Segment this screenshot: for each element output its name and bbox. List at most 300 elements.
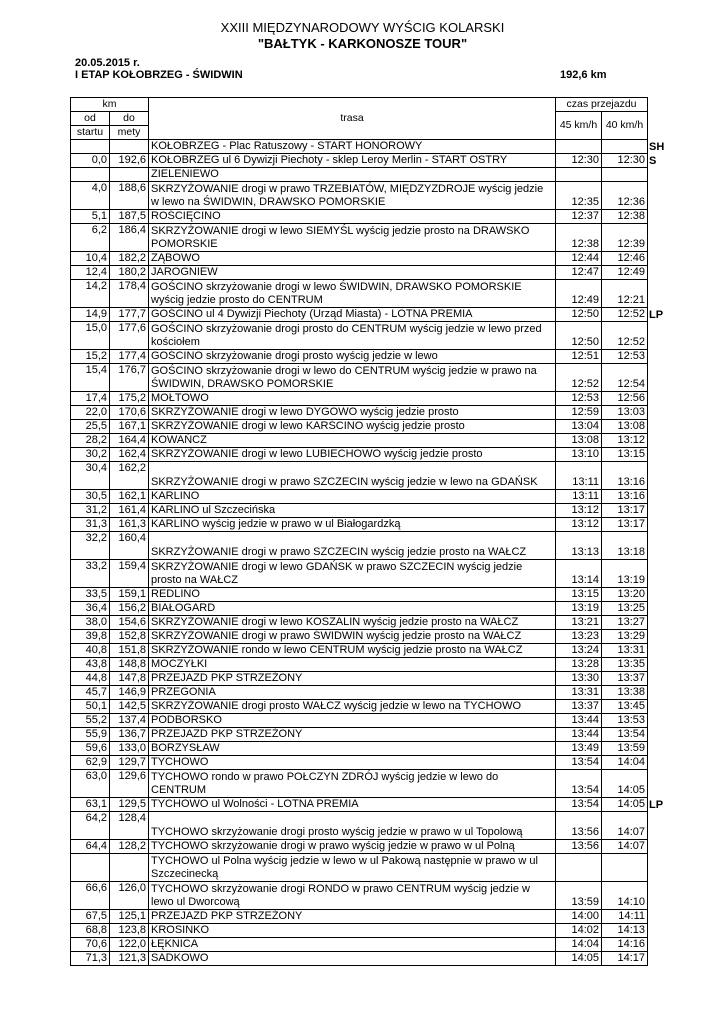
row-flag <box>648 350 672 364</box>
table-row <box>71 686 672 700</box>
route-description: KOŁOBRZEG - Plac Ratuszowy - START HONOROWY <box>149 140 556 154</box>
table-row <box>71 392 672 406</box>
table-row <box>71 140 672 154</box>
route-description: PODBORSKO <box>149 714 556 728</box>
time-40kmh: 13:03 <box>602 406 648 420</box>
table-row <box>71 406 672 420</box>
time-45kmh: 13:11 <box>556 490 602 504</box>
route-description: REDLINO <box>149 588 556 602</box>
km-from-start: 33,5 <box>71 588 110 602</box>
time-45kmh: 12:30 <box>556 154 602 168</box>
km-from-start: 10,4 <box>71 252 110 266</box>
km-from-start <box>71 854 110 882</box>
route-description: SADKOWO <box>149 952 556 966</box>
row-flag <box>648 420 672 434</box>
row-flag <box>648 560 672 588</box>
time-40kmh: 12:30 <box>602 154 648 168</box>
time-40kmh: 12:52 <box>602 322 648 350</box>
table-row <box>71 910 672 924</box>
route-description: KOWAŃCZ <box>149 434 556 448</box>
table-row <box>71 672 672 686</box>
time-40kmh: 12:53 <box>602 350 648 364</box>
row-flag <box>648 672 672 686</box>
time-40kmh: 12:46 <box>602 252 648 266</box>
km-from-start: 64,4 <box>71 840 110 854</box>
row-flag: SH <box>649 140 665 153</box>
route-description: SKRZYŻOWANIE drogi w lewo LUBIECHOWO wyścig jedzie prosto <box>149 448 556 462</box>
km-from-start: 55,9 <box>71 728 110 742</box>
row-flag <box>648 700 672 714</box>
route-description: ZIELENIEWO <box>149 168 556 182</box>
header-speed-45: 45 km/h <box>556 112 602 140</box>
table-row <box>71 490 672 504</box>
row-flag <box>648 938 672 952</box>
km-from-start <box>71 140 110 154</box>
km-from-start: 32,2 <box>71 532 110 560</box>
route-description: KARLINO ul Szczecińska <box>149 504 556 518</box>
row-flag <box>648 742 672 756</box>
time-40kmh: 13:59 <box>602 742 648 756</box>
time-45kmh: 13:21 <box>556 616 602 630</box>
route-description: TYCHOWO skrzyżowanie drogi w prawo wyścig jedzie w prawo w ul Polną <box>149 840 556 854</box>
row-flag <box>648 686 672 700</box>
km-to-finish: 161,3 <box>110 518 149 532</box>
row-flag <box>648 168 672 182</box>
km-from-start: 30,2 <box>71 448 110 462</box>
route-description: JAROGNIEW <box>149 266 556 280</box>
time-45kmh: 12:37 <box>556 210 602 224</box>
km-from-start: 15,2 <box>71 350 110 364</box>
time-45kmh: 13:13 <box>556 532 602 560</box>
km-to-finish: 121,3 <box>110 952 149 966</box>
time-40kmh: 13:53 <box>602 714 648 728</box>
row-flag <box>648 406 672 420</box>
km-from-start: 14,9 <box>71 308 110 322</box>
time-40kmh: 13:27 <box>602 616 648 630</box>
row-flag: LP <box>649 308 664 321</box>
route-description: BORZYSŁAW <box>149 742 556 756</box>
time-45kmh: 12:51 <box>556 350 602 364</box>
time-45kmh: 12:53 <box>556 392 602 406</box>
km-from-start <box>71 168 110 182</box>
km-to-finish: 148,8 <box>110 658 149 672</box>
km-to-finish: 156,2 <box>110 602 149 616</box>
time-40kmh: 14:05 <box>602 770 648 798</box>
row-flag <box>648 658 672 672</box>
time-45kmh: 13:12 <box>556 504 602 518</box>
route-description: TYCHOWO skrzyżowanie drogi RONDO w prawo CENTRUM wyścig jedzie w lewo ul Dworcową <box>149 882 556 910</box>
time-40kmh: 13:16 <box>602 490 648 504</box>
km-to-finish: 178,4 <box>110 280 149 308</box>
header-km: km <box>71 98 149 112</box>
time-45kmh: 14:02 <box>556 924 602 938</box>
row-flag <box>648 630 672 644</box>
time-45kmh: 13:12 <box>556 518 602 532</box>
time-45kmh: 13:54 <box>556 798 602 812</box>
time-45kmh: 13:54 <box>556 756 602 770</box>
time-40kmh: 12:21 <box>602 280 648 308</box>
km-to-finish: 187,5 <box>110 210 149 224</box>
km-from-start: 6,2 <box>71 224 110 252</box>
row-flag <box>648 756 672 770</box>
time-45kmh: 13:08 <box>556 434 602 448</box>
time-40kmh: 14:07 <box>602 812 648 840</box>
time-45kmh: 14:04 <box>556 938 602 952</box>
route-description: SKRZYŻOWANIE drogi w prawo ŚWIDWIN wyścig jedzie prosto na WAŁCZ <box>149 630 556 644</box>
table-row <box>71 700 672 714</box>
row-flag <box>648 224 672 252</box>
row-flag <box>648 952 672 966</box>
time-45kmh: 13:10 <box>556 448 602 462</box>
route-description: TYCHOWO skrzyżowanie drogi prosto wyścig jedzie w prawo w ul Topolową <box>149 812 556 840</box>
time-45kmh: 13:15 <box>556 588 602 602</box>
row-flag <box>648 518 672 532</box>
row-flag <box>648 280 672 308</box>
time-40kmh: 13:16 <box>602 462 648 490</box>
table-row <box>71 756 672 770</box>
km-from-start: 63,1 <box>71 798 110 812</box>
time-40kmh: 13:25 <box>602 602 648 616</box>
km-from-start: 62,9 <box>71 756 110 770</box>
table-row <box>71 266 672 280</box>
km-to-finish: 129,6 <box>110 770 149 798</box>
km-to-finish: 133,0 <box>110 742 149 756</box>
time-45kmh: 13:04 <box>556 420 602 434</box>
route-description: GOŚCINO skrzyżowanie drogi prosto wyścig jedzie w lewo <box>149 350 556 364</box>
km-from-start: 67,5 <box>71 910 110 924</box>
route-description: KARLINO wyścig jedzie w prawo w ul Białogardzką <box>149 518 556 532</box>
route-description: SKRZYŻOWANIE drogi w prawo SZCZECIN wyścig jedzie w lewo na GDAŃSK <box>149 462 556 490</box>
km-to-finish: 170,6 <box>110 406 149 420</box>
km-from-start: 36,4 <box>71 602 110 616</box>
km-to-finish: 176,7 <box>110 364 149 392</box>
time-40kmh: 13:31 <box>602 644 648 658</box>
km-from-start: 28,2 <box>71 434 110 448</box>
route-description: SKRZYŻOWANIE drogi w lewo DYGOWO wyścig jedzie prosto <box>149 406 556 420</box>
row-flag <box>648 504 672 518</box>
time-40kmh: 13:15 <box>602 448 648 462</box>
row-flag <box>648 728 672 742</box>
table-row <box>71 280 672 308</box>
row-flag <box>648 434 672 448</box>
route-description: SKRZYŻOWANIE drogi w lewo KOSZALIN wyścig jedzie prosto na WAŁCZ <box>149 616 556 630</box>
route-description: PRZEJAZD PKP STRZEŻONY <box>149 910 556 924</box>
row-flag <box>648 616 672 630</box>
km-to-finish: 126,0 <box>110 882 149 910</box>
table-row <box>71 770 672 798</box>
table-row <box>71 840 672 854</box>
km-to-finish: 129,5 <box>110 798 149 812</box>
time-40kmh: 14:11 <box>602 910 648 924</box>
row-flag <box>648 854 672 882</box>
km-to-finish: 161,4 <box>110 504 149 518</box>
table-row <box>71 938 672 952</box>
km-to-finish: 128,4 <box>110 812 149 840</box>
table-row <box>71 518 672 532</box>
route-description: PRZEJAZD PKP STRZEŻONY <box>149 728 556 742</box>
time-40kmh <box>602 140 648 154</box>
row-flag <box>648 462 672 490</box>
km-to-finish <box>110 168 149 182</box>
time-40kmh <box>602 854 648 882</box>
km-from-start: 68,8 <box>71 924 110 938</box>
row-flag <box>648 266 672 280</box>
table-row <box>71 448 672 462</box>
time-40kmh: 13:20 <box>602 588 648 602</box>
km-to-finish: 175,2 <box>110 392 149 406</box>
table-row <box>71 182 672 210</box>
table-row <box>71 630 672 644</box>
km-from-start: 17,4 <box>71 392 110 406</box>
row-flag <box>648 910 672 924</box>
time-45kmh: 13:23 <box>556 630 602 644</box>
route-description: MOŁTOWO <box>149 392 556 406</box>
km-from-start: 12,4 <box>71 266 110 280</box>
header-flag-spacer <box>648 98 672 140</box>
km-to-finish: 164,4 <box>110 434 149 448</box>
time-45kmh: 12:52 <box>556 364 602 392</box>
table-row <box>71 728 672 742</box>
table-row <box>71 168 672 182</box>
time-40kmh: 12:49 <box>602 266 648 280</box>
row-flag <box>648 392 672 406</box>
row-flag <box>648 644 672 658</box>
time-40kmh: 13:18 <box>602 532 648 560</box>
table-row <box>71 854 672 882</box>
km-to-finish: 177,6 <box>110 322 149 350</box>
time-45kmh: 14:05 <box>556 952 602 966</box>
km-from-start: 14,2 <box>71 280 110 308</box>
time-45kmh: 13:44 <box>556 728 602 742</box>
km-from-start: 70,6 <box>71 938 110 952</box>
km-from-start: 4,0 <box>71 182 110 210</box>
time-40kmh: 14:07 <box>602 840 648 854</box>
route-description: PRZEGONIA <box>149 686 556 700</box>
row-flag <box>648 252 672 266</box>
km-from-start: 31,2 <box>71 504 110 518</box>
route-description: GOŚCINO skrzyżowanie drogi w lewo do CENTRUM wyścig jedzie w prawo na ŚWIDWIN, DRAWSKO POMORSKIE <box>149 364 556 392</box>
km-from-start: 45,7 <box>71 686 110 700</box>
km-from-start: 40,8 <box>71 644 110 658</box>
km-to-finish: 137,4 <box>110 714 149 728</box>
km-to-finish: 162,1 <box>110 490 149 504</box>
header-mety: mety <box>110 126 149 140</box>
table-row <box>71 644 672 658</box>
route-table <box>70 97 672 966</box>
km-from-start: 33,2 <box>71 560 110 588</box>
route-description: TYCHOWO rondo w prawo POŁCZYN ZDRÓJ wyścig jedzie w lewo do CENTRUM <box>149 770 556 798</box>
km-to-finish: 146,9 <box>110 686 149 700</box>
table-row <box>71 252 672 266</box>
time-45kmh: 12:50 <box>556 322 602 350</box>
km-from-start: 31,3 <box>71 518 110 532</box>
race-title: XXIII MIĘDZYNARODOWY WYŚCIG KOLARSKI <box>220 20 505 35</box>
km-to-finish: 177,4 <box>110 350 149 364</box>
km-from-start: 63,0 <box>71 770 110 798</box>
km-from-start: 30,5 <box>71 490 110 504</box>
row-flag: LP <box>649 798 664 811</box>
km-from-start: 59,6 <box>71 742 110 756</box>
time-45kmh: 13:56 <box>556 840 602 854</box>
row-flag <box>648 210 672 224</box>
time-40kmh: 12:52 <box>602 308 648 322</box>
time-40kmh: 13:17 <box>602 518 648 532</box>
time-45kmh: 13:14 <box>556 560 602 588</box>
row-flag <box>648 770 672 798</box>
time-45kmh: 13:37 <box>556 700 602 714</box>
time-45kmh: 14:00 <box>556 910 602 924</box>
time-40kmh: 13:08 <box>602 420 648 434</box>
time-45kmh <box>556 168 602 182</box>
km-from-start: 50,1 <box>71 700 110 714</box>
table-row <box>71 154 672 168</box>
row-flag <box>648 182 672 210</box>
km-to-finish: 159,4 <box>110 560 149 588</box>
time-45kmh: 12:35 <box>556 182 602 210</box>
stage-name: I ETAP KOŁOBRZEG - ŚWIDWIN <box>75 69 243 81</box>
route-description: SKRZYŻOWANIE drogi w lewo SIEMYŚL wyścig jedzie prosto na DRAWSKO POMORSKIE <box>149 224 556 252</box>
table-row <box>71 462 672 490</box>
time-40kmh: 13:17 <box>602 504 648 518</box>
header-czas: czas przejazdu <box>556 98 648 112</box>
time-40kmh: 13:37 <box>602 672 648 686</box>
km-to-finish: 154,6 <box>110 616 149 630</box>
time-45kmh: 12:38 <box>556 224 602 252</box>
km-to-finish: 142,5 <box>110 700 149 714</box>
table-row <box>71 924 672 938</box>
time-45kmh: 13:59 <box>556 882 602 910</box>
row-flag: S <box>649 154 657 167</box>
time-45kmh <box>556 140 602 154</box>
table-row <box>71 532 672 560</box>
table-row <box>71 364 672 392</box>
route-description: GOŚCINO skrzyżowanie drogi prosto do CENTRUM wyścig jedzie w lewo przed kościołem <box>149 322 556 350</box>
km-to-finish: 177,7 <box>110 308 149 322</box>
km-from-start: 44,8 <box>71 672 110 686</box>
table-row <box>71 308 672 322</box>
time-40kmh: 13:45 <box>602 700 648 714</box>
time-45kmh: 13:31 <box>556 686 602 700</box>
row-flag <box>648 924 672 938</box>
time-40kmh: 13:12 <box>602 434 648 448</box>
time-45kmh: 12:44 <box>556 252 602 266</box>
time-45kmh: 13:28 <box>556 658 602 672</box>
time-40kmh <box>602 168 648 182</box>
time-45kmh: 13:19 <box>556 602 602 616</box>
table-row <box>71 560 672 588</box>
time-40kmh: 14:13 <box>602 924 648 938</box>
route-description: MOCZYŁKI <box>149 658 556 672</box>
route-description: TYCHOWO ul Polna wyścig jedzie w lewo w ul Pakową następnie w prawo w ul Szczecinecką <box>149 854 556 882</box>
time-45kmh: 13:44 <box>556 714 602 728</box>
table-row <box>71 504 672 518</box>
km-from-start: 66,6 <box>71 882 110 910</box>
km-from-start: 30,4 <box>71 462 110 490</box>
time-45kmh: 13:56 <box>556 812 602 840</box>
race-date: 20.05.2015 r. <box>75 57 140 69</box>
route-description: SKRZYŻOWANIE drogi w lewo KARŚCINO wyścig jedzie prosto <box>149 420 556 434</box>
route-description: SKRZYŻOWANIE rondo w lewo CENTRUM wyścig jedzie prosto na WAŁCZ <box>149 644 556 658</box>
time-40kmh: 14:05 <box>602 798 648 812</box>
route-table-body <box>71 140 672 966</box>
header-od: od <box>71 112 110 126</box>
route-description: TYCHOWO <box>149 756 556 770</box>
route-description: KARLINO <box>149 490 556 504</box>
km-from-start: 64,2 <box>71 812 110 840</box>
km-from-start: 25,5 <box>71 420 110 434</box>
route-description: KROSINKO <box>149 924 556 938</box>
route-description: SKRZYŻOWANIE drogi w prawo SZCZECIN wyścig jedzie prosto na WAŁCZ <box>149 532 556 560</box>
route-description: KOŁOBRZEG ul 6 Dywizji Piechoty - sklep Leroy Merlin - START OSTRY <box>149 154 556 168</box>
km-to-finish: 159,1 <box>110 588 149 602</box>
km-to-finish: 162,2 <box>110 462 149 490</box>
km-to-finish: 128,2 <box>110 840 149 854</box>
row-flag <box>648 602 672 616</box>
row-flag <box>648 490 672 504</box>
time-45kmh: 12:47 <box>556 266 602 280</box>
km-to-finish: 182,2 <box>110 252 149 266</box>
time-40kmh: 14:04 <box>602 756 648 770</box>
header-startu: startu <box>71 126 110 140</box>
route-description: GOŚCINO skrzyżowanie drogi w lewo ŚWIDWIN, DRAWSKO POMORSKIE wyścig jedzie prosto do CENTRUM <box>149 280 556 308</box>
row-flag <box>648 882 672 910</box>
km-to-finish: 180,2 <box>110 266 149 280</box>
km-to-finish: 151,8 <box>110 644 149 658</box>
row-flag <box>648 322 672 350</box>
table-row <box>71 714 672 728</box>
table-row <box>71 588 672 602</box>
km-from-start: 15,0 <box>71 322 110 350</box>
route-description: GOŚCINO ul 4 Dywizji Piechoty (Urząd Miasta) - LOTNA PREMIA <box>149 308 556 322</box>
time-40kmh: 12:36 <box>602 182 648 210</box>
table-row <box>71 322 672 350</box>
table-row <box>71 742 672 756</box>
route-description: BIAŁOGARD <box>149 602 556 616</box>
km-to-finish: 152,8 <box>110 630 149 644</box>
time-40kmh: 13:35 <box>602 658 648 672</box>
time-45kmh: 12:59 <box>556 406 602 420</box>
time-40kmh: 14:10 <box>602 882 648 910</box>
time-40kmh: 12:38 <box>602 210 648 224</box>
route-description: SKRZYŻOWANIE drogi prosto WAŁCZ wyścig jedzie w lewo na TYCHOWO <box>149 700 556 714</box>
header-speed-40: 40 km/h <box>602 112 648 140</box>
time-45kmh: 13:54 <box>556 770 602 798</box>
table-row <box>71 420 672 434</box>
km-from-start: 15,4 <box>71 364 110 392</box>
km-to-finish: 162,4 <box>110 448 149 462</box>
table-row <box>71 882 672 910</box>
table-row <box>71 224 672 252</box>
route-description: ŁĘKNICA <box>149 938 556 952</box>
table-row <box>71 798 672 812</box>
time-40kmh: 12:39 <box>602 224 648 252</box>
km-to-finish: 186,4 <box>110 224 149 252</box>
header-trasa: trasa <box>149 98 556 140</box>
km-from-start: 5,1 <box>71 210 110 224</box>
row-flag <box>648 532 672 560</box>
time-40kmh: 13:29 <box>602 630 648 644</box>
time-40kmh: 14:16 <box>602 938 648 952</box>
time-40kmh: 14:17 <box>602 952 648 966</box>
km-from-start: 38,0 <box>71 616 110 630</box>
route-description: PRZEJAZD PKP STRZEŻONY <box>149 672 556 686</box>
time-40kmh: 13:19 <box>602 560 648 588</box>
route-description: ZĄBOWO <box>149 252 556 266</box>
km-from-start: 39,8 <box>71 630 110 644</box>
table-row <box>71 616 672 630</box>
time-45kmh: 13:49 <box>556 742 602 756</box>
stage-distance: 192,6 km <box>560 69 607 81</box>
